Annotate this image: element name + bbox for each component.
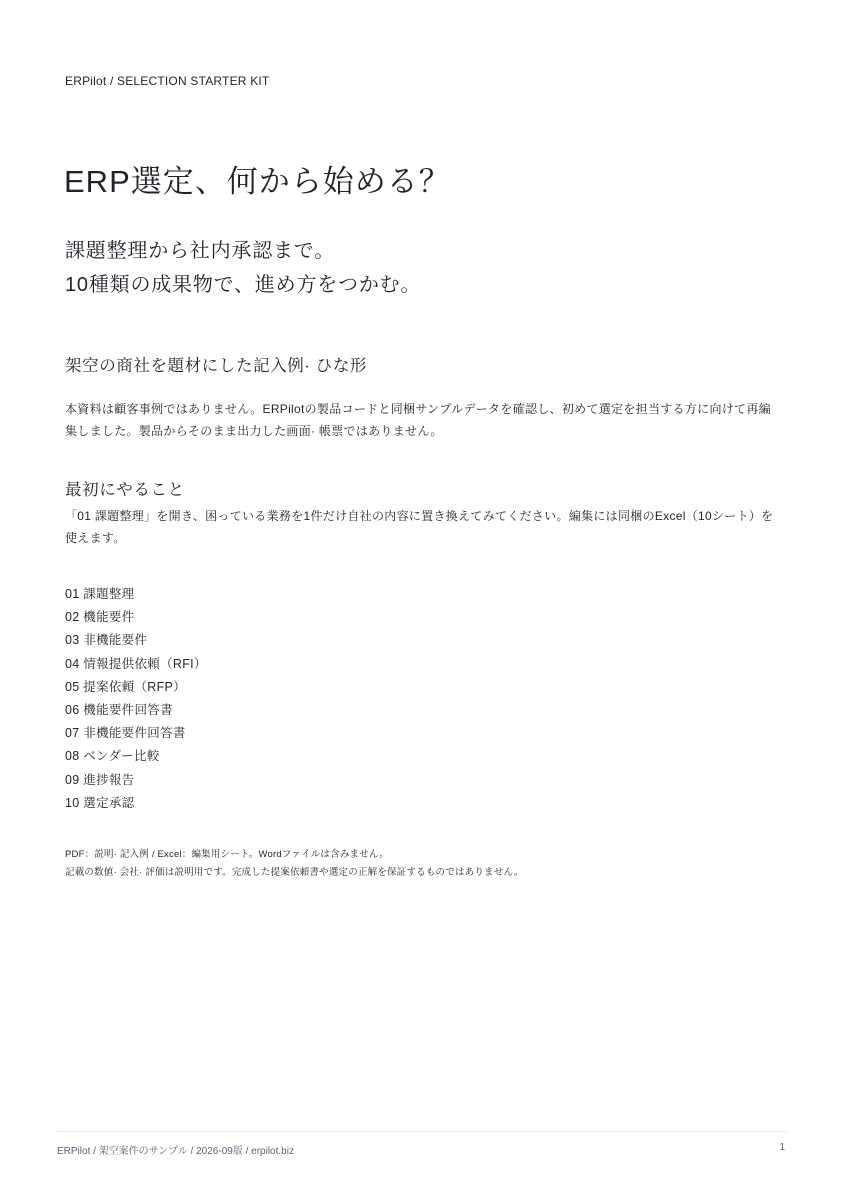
deliverable-item: 04 情報提供依頼（RFI） (65, 656, 207, 671)
deliverable-item: 08 ベンダー比較 (65, 749, 160, 764)
deliverable-item: 03 非機能要件 (65, 633, 148, 648)
page-title: ERP選定、何から始める？ (64, 164, 451, 199)
page-number: 1 (779, 1142, 785, 1153)
sample-section-body: 本資料は顧客事例ではありません。ERPilotの製品コードと同梱サンプルデータを確認し、初めて選定を担当する方に向けて再編集しました。製品からそのまま出力した画面· 帳票ではありません。 (65, 402, 771, 438)
note-formats: PDF：説明· 記入例 / Excel：編集用シート。Wordファイルは含みません。 (65, 849, 389, 860)
first-step-body: 「01 課題整理」を開き、困っている業務を1件だけ自社の内容に置き換えてみてください。編集には同梱のExcel（10シート）を使えます。 (65, 509, 774, 545)
footer-text: ERPilot / 架空案件のサンプル / 2026-09版 / erpilot.biz (57, 1146, 294, 1157)
lead-line-2: 10種類の成果物で、進め方をつかむ。 (65, 274, 422, 296)
lead-line-1: 課題整理から社内承認まで。 (65, 240, 335, 262)
lead-text (65, 234, 421, 302)
deliverable-item: 07 非機能要件回答書 (65, 726, 186, 741)
notes (65, 846, 523, 882)
deliverable-item: 10 選定承認 (65, 795, 135, 810)
deliverables-list (65, 583, 207, 815)
deliverable-item: 02 機能要件 (65, 610, 135, 625)
sample-section-heading: 架空の商社を題材にした記入例· ひな形 (65, 357, 367, 375)
header-kicker: ERPilot / SELECTION STARTER KIT (65, 74, 270, 88)
deliverable-item: 09 進捗報告 (65, 772, 135, 787)
deliverable-item: 05 提案依頼（RFP） (65, 679, 186, 694)
deliverable-item: 06 機能要件回答書 (65, 703, 173, 718)
deliverable-item: 01 課題整理 (65, 587, 135, 601)
first-step-heading: 最初にやること (65, 481, 185, 499)
footer-divider (57, 1131, 786, 1132)
note-disclaimer: 記載の数値· 会社· 評価は説明用です。完成した提案依頼書や選定の正解を保証するものではありません。 (65, 867, 524, 878)
